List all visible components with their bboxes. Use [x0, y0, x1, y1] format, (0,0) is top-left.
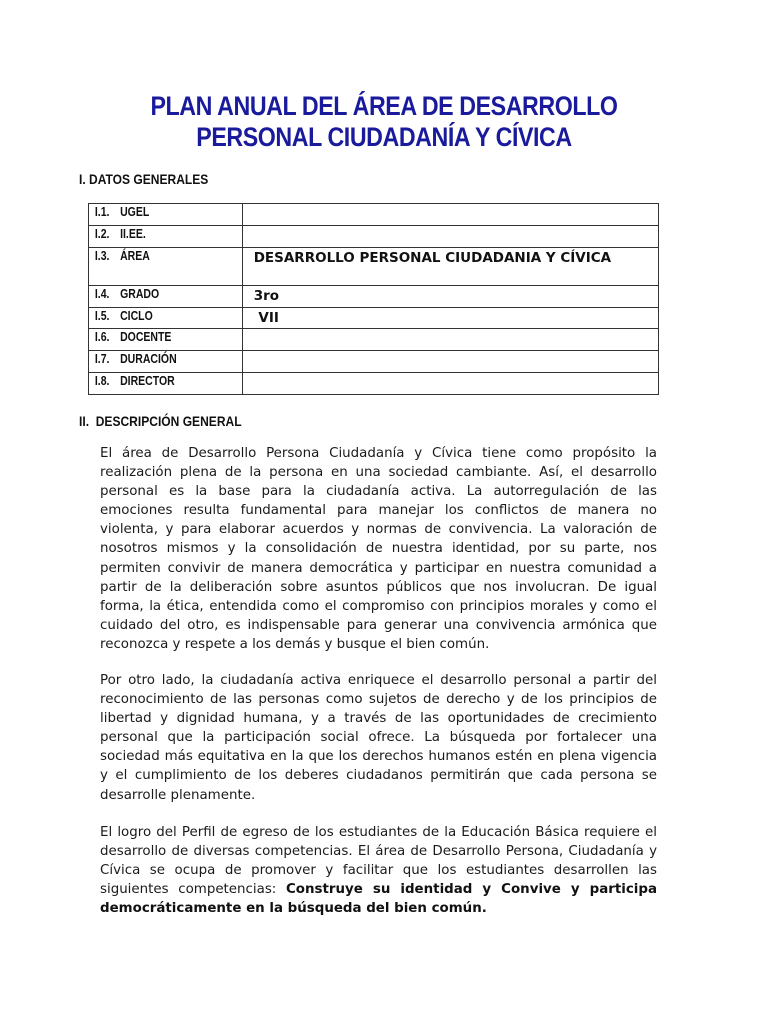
row-label-text: GRADO — [120, 287, 160, 301]
row-label-text: DURACIÓN — [120, 352, 177, 366]
row-number: I.6. — [94, 330, 110, 344]
table-row — [89, 204, 659, 226]
row-value — [243, 308, 659, 329]
table-row — [89, 351, 659, 373]
row-label — [89, 204, 243, 226]
row-value — [243, 204, 659, 226]
row-label — [89, 226, 243, 248]
row-value-text — [243, 329, 658, 330]
row-value — [243, 286, 659, 308]
row-value-text: VII — [249, 310, 279, 326]
row-value — [243, 329, 659, 351]
table-row — [89, 308, 659, 329]
row-label — [89, 329, 243, 351]
table-row — [89, 226, 659, 248]
paragraph-3-bold-competencias: Construye su identidad y Convive y participa democráticamente en la búsqueda del bien común. — [100, 882, 657, 917]
table-row — [89, 248, 659, 286]
table-row — [89, 373, 659, 395]
row-number: I.7. — [94, 352, 110, 366]
table-row — [89, 329, 659, 351]
row-number: I.1. — [94, 205, 110, 219]
paragraph-3 — [100, 823, 657, 918]
row-label-text: CICLO — [120, 309, 153, 323]
row-value — [243, 373, 659, 395]
title-line-2: PERSONAL CIUDADANÍA Y CÍVICA — [196, 122, 572, 152]
row-value-text — [243, 226, 658, 227]
row-label-text: DOCENTE — [120, 330, 172, 344]
row-value — [243, 351, 659, 373]
paragraph-1: El área de Desarrollo Persona Ciudadanía y Cívica tiene como propósito la realización plena de la persona en una sociedad cambiante. Así, el desarrollo personal es la base para la ciudadanía activa. La autorregulación de las emociones resulta fundamental para manejar los conflictos de manera no violenta, y para elaborar acuerdos y normas de convivencia. La valoración de nosotros mismos y la consolidación de nuestra identidad, por su parte, nos permiten convivir de manera democrática y participar en nuestra comunidad a partir de la deliberación sobre asuntos públicos que nos involucran. De igual forma, la ética, entendida como el compromiso con principios morales y como el cuidado del otro, es indispensable para generar una convivencia armónica que reconozca y respete a los demás y busque el bien común. — [100, 446, 657, 652]
row-number: I.2. — [94, 227, 110, 241]
row-value-text: DESARROLLO PERSONAL CIUDADANIA Y CÍVICA — [249, 250, 612, 266]
row-label — [89, 286, 243, 308]
row-label-text: UGEL — [120, 205, 150, 219]
row-value — [243, 248, 659, 286]
row-label-text: ÁREA — [120, 249, 150, 263]
table-row — [89, 286, 659, 308]
row-number: I.4. — [94, 287, 110, 301]
title-line-1: PLAN ANUAL DEL ÁREA DE DESARROLLO — [150, 91, 618, 121]
row-value-text: 3ro — [249, 288, 280, 304]
row-label-text: II.EE. — [120, 227, 146, 241]
row-value-text — [243, 351, 658, 352]
row-value-text — [243, 204, 658, 205]
row-label — [89, 308, 243, 329]
row-label — [89, 351, 243, 373]
document-title — [54, 91, 714, 153]
row-value-text — [243, 373, 658, 374]
row-number: I.3. — [94, 249, 110, 263]
row-label-text: DIRECTOR — [120, 374, 175, 388]
row-label — [89, 248, 243, 286]
row-number: I.5. — [94, 309, 110, 323]
paragraph-2: Por otro lado, la ciudadanía activa enriquece el desarrollo personal a partir del reconocimiento de las personas como sujetos de derecho y de los principios de libertad y dignidad humana, y a través de las oportunidades de crecimiento personal que la participación social ofrece. La búsqueda por fortalecer una sociedad más equitativa en la que los derechos humanos estén en plena vigencia y el cumplimiento de los deberes ciudadanos permitirán que cada persona se desarrolle plenamente. — [100, 673, 657, 803]
section-heading-descripcion-general: II. DESCRIPCIÓN GENERAL — [79, 413, 242, 429]
row-value — [243, 226, 659, 248]
row-label — [89, 373, 243, 395]
row-number: I.8. — [94, 374, 110, 388]
section-heading-datos-generales: I. DATOS GENERALES — [79, 171, 209, 187]
datos-generales-table — [88, 203, 659, 395]
paragraph-3-text: El logro del Perfil de egreso de los estudiantes de la Educación Básica requiere el desarrollo de diversas competencias. El área de Desarrollo Persona, Ciudadanía y Cívica se ocupa de promover y facilitar que los estudiantes desarrollen las siguientes competencias: — [100, 825, 657, 898]
